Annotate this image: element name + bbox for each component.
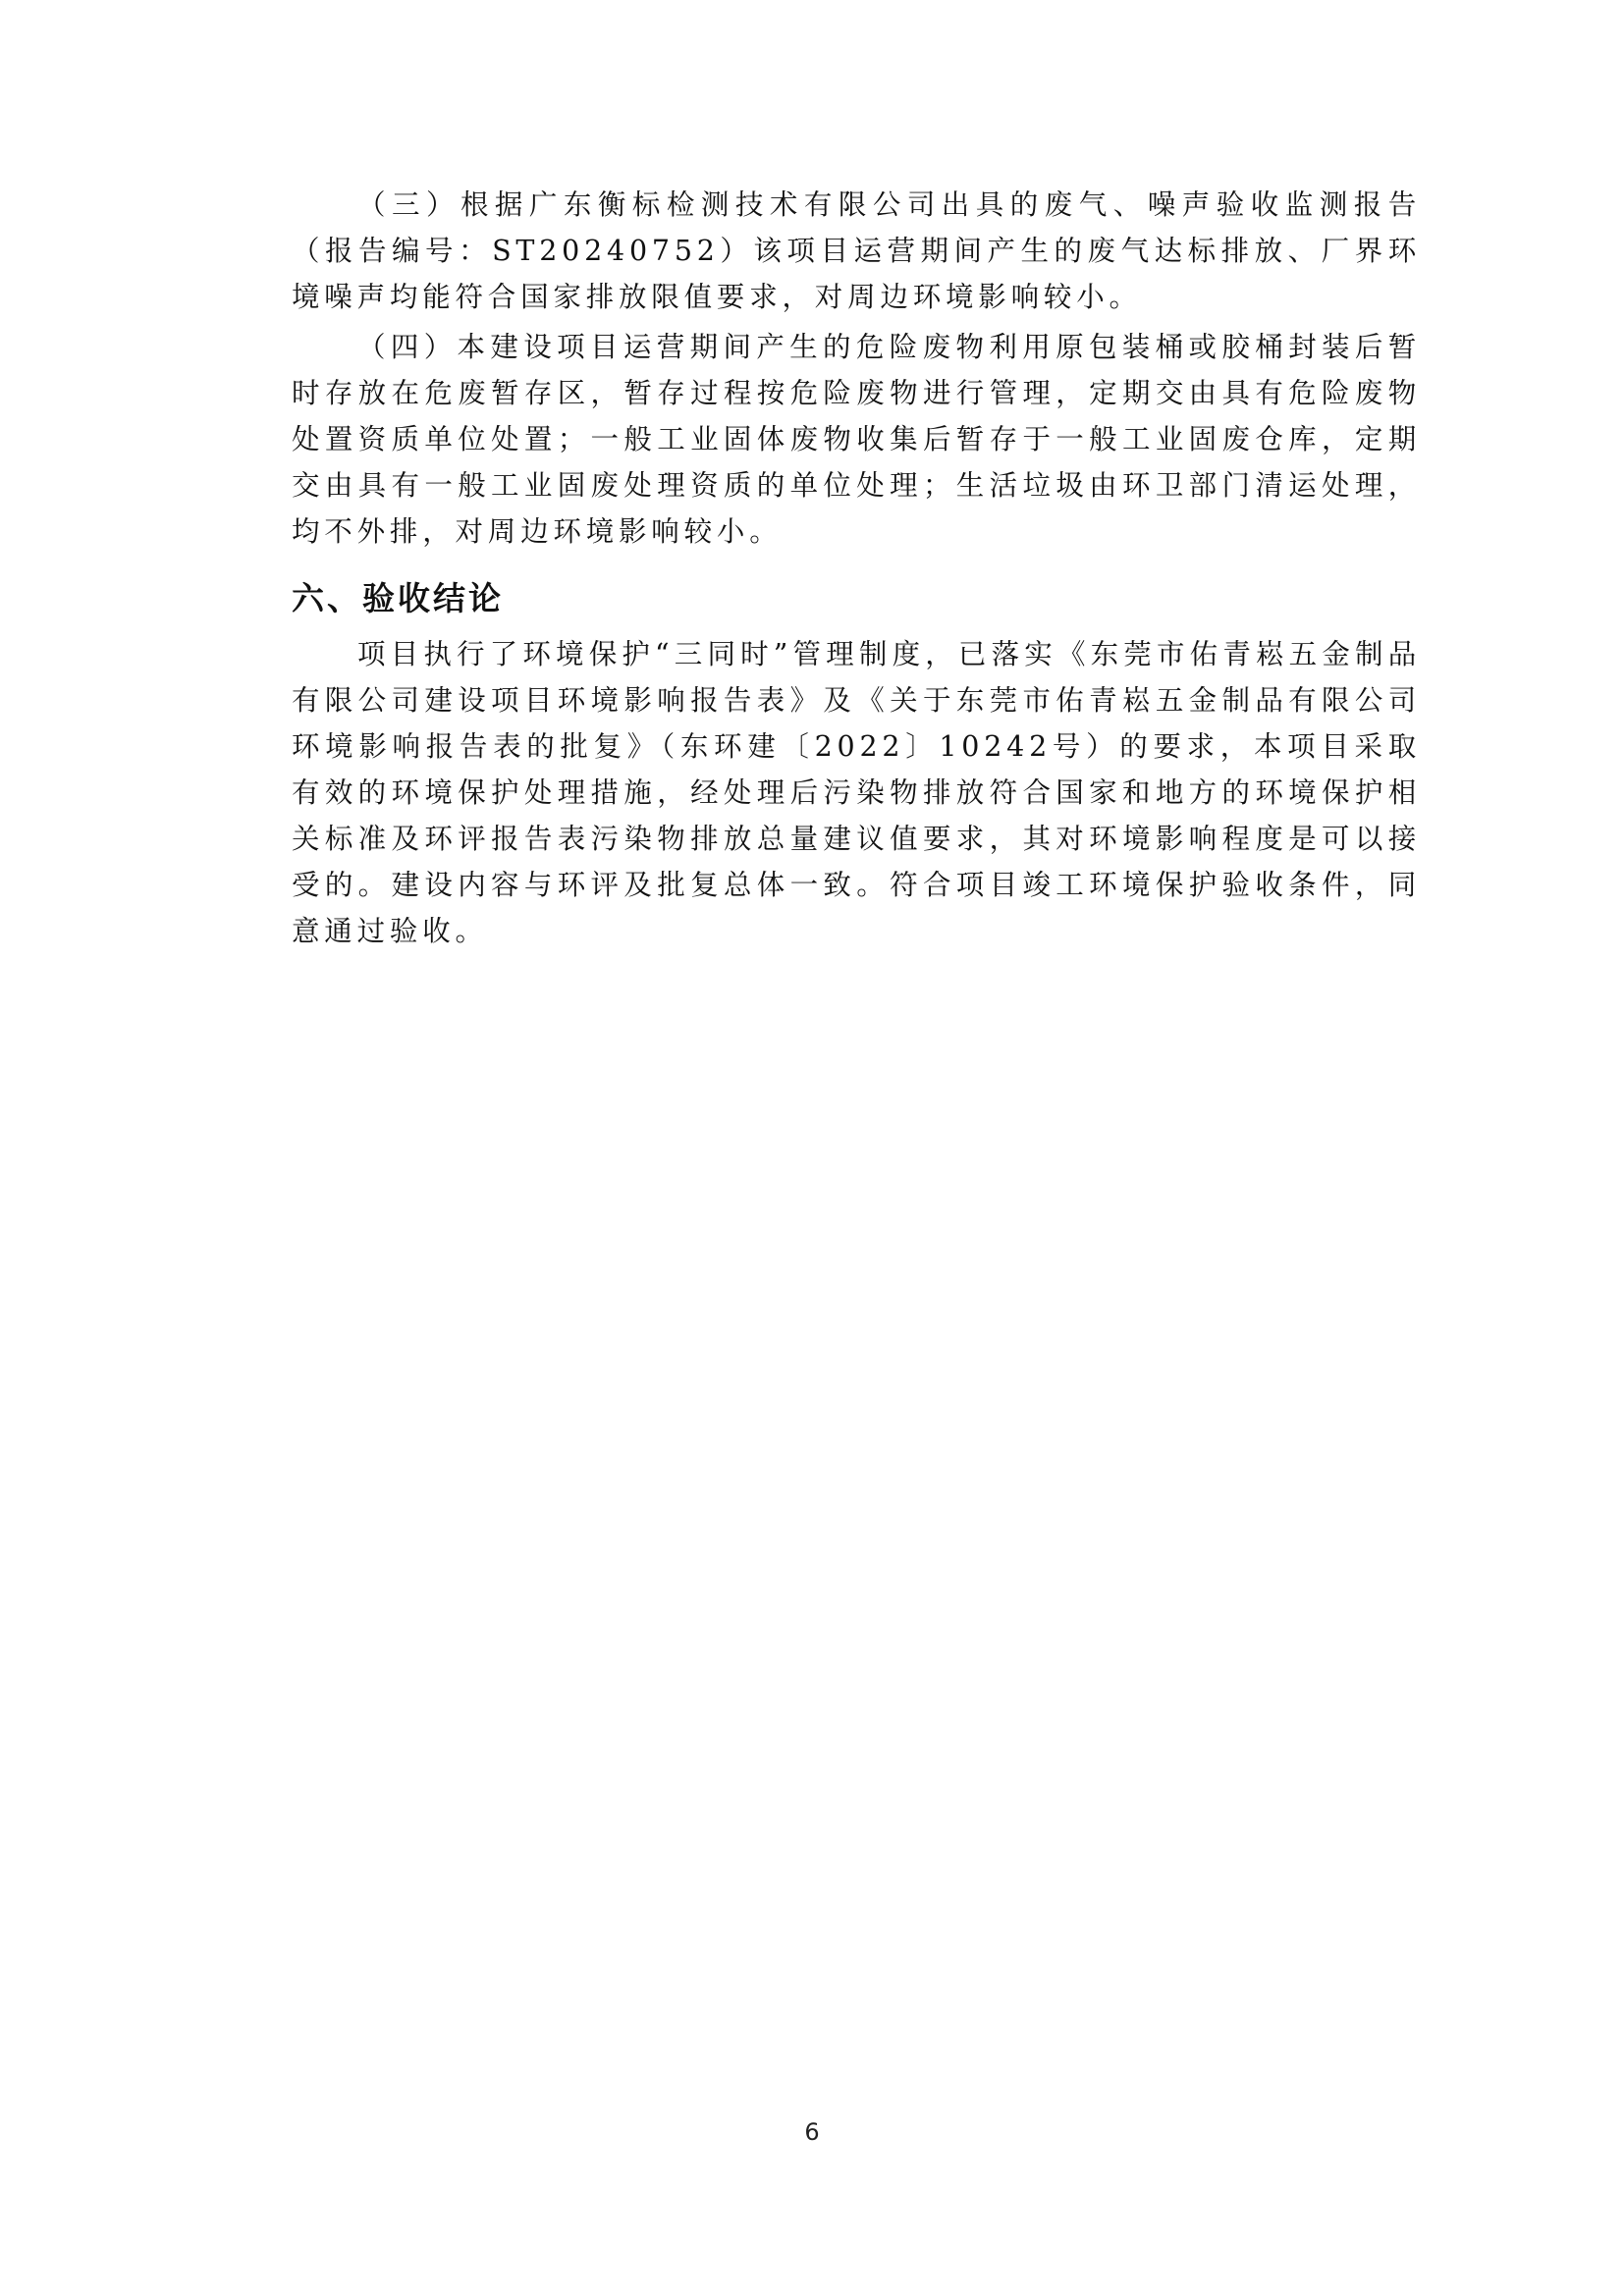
paragraph-exhaust-noise-monitoring: （三）根据广东衡标检测技术有限公司出具的废气、噪声验收监测报告（报告编号：ST20240752）该项目运营期间产生的废气达标排放、厂界环境噪声均能符合国家排放限值要求，对周边环境影响较小。	[292, 188, 1421, 313]
section-heading-acceptance-conclusion: 六、验收结论	[292, 579, 504, 617]
paragraph-solid-waste-handling: （四）本建设项目运营期间产生的危险废物利用原包装桶或胶桶封装后暂时存放在危废暂存区，暂存过程按危险废物进行管理，定期交由具有危险废物处置资质单位处置；一般工业固体废物收集后暂存于一般工业固废仓库，定期交由具有一般工业固废处理资质的单位处理；生活垃圾由环卫部门清运处理，均不外排，对周边环境影响较小。	[292, 331, 1421, 548]
document-body	[292, 182, 1421, 954]
paragraph-acceptance-conclusion: 项目执行了环境保护“三同时”管理制度，已落实《东莞市佑青崧五金制品有限公司建设项目环境影响报告表》及《关于东莞市佑青崧五金制品有限公司环境影响报告表的批复》（东环建〔2022〕10242号）的要求，本项目采取有效的环境保护处理措施，经处理后污染物排放符合国家和地方的环境保护相关标准及环评报告表污染物排放总量建议值要求，其对环境影响程度是可以接受的。建设内容与环评及批复总体一致。符合项目竣工环境保护验收条件，同意通过验收。	[292, 638, 1421, 947]
page-number: 6	[804, 2118, 820, 2146]
